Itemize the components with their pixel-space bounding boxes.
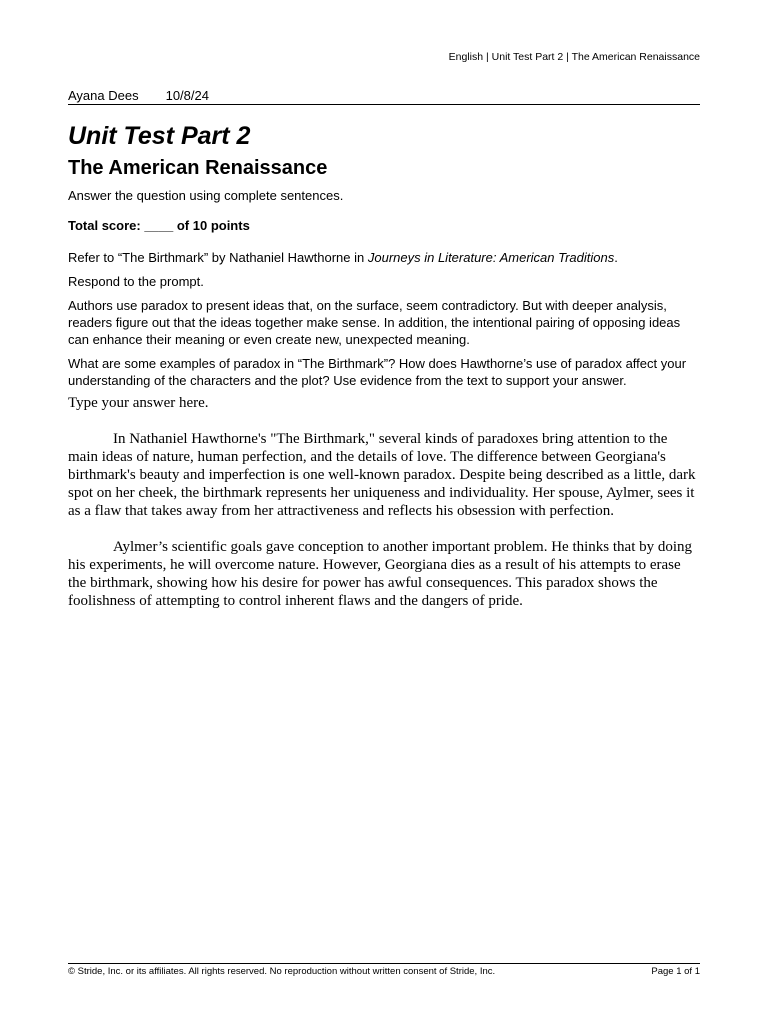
respond-prompt: Respond to the prompt. <box>68 274 204 289</box>
student-name: Ayana Dees <box>68 88 139 103</box>
student-info-line <box>68 88 700 105</box>
page-subtitle: The American Renaissance <box>68 157 328 179</box>
refer-source: Journeys in Literature: American Traditions <box>367 250 615 265</box>
copyright-notice: © Stride, Inc. or its affiliates. All rights reserved. No reproduction without written consent of Stride, Inc. <box>68 966 496 977</box>
refer-prefix: Refer to “The Birthmark” by Nathaniel Hawthorne in <box>68 250 368 265</box>
paradox-intro: Authors use paradox to present ideas that, on the surface, seem contradictory. But with deeper analysis, readers figure out that the ideas together make sense. In addition, the intentional pairing of opposing ideas can enhance their meaning or even create new, unexpected meaning. <box>68 298 681 347</box>
page-title: Unit Test Part 2 <box>68 122 251 150</box>
total-score: Total score: ____ of 10 points <box>68 218 250 233</box>
answer-paragraph-1[interactable]: In Nathaniel Hawthorne's "The Birthmark," several kinds of paradoxes bring attention to the main ideas of nature, human perfection, and the details of love. The difference between Georgiana's birthmark's beauty and imperfection is one well-known paradox. Despite being described as a little, dark spot on her cheek, the birthmark represents her uniqueness and individuality. Her spouse, Aylmer, sees it as a flaw that takes away from her attractiveness and reflects his obsession with perfection. <box>68 431 696 519</box>
submission-date: 10/8/24 <box>165 88 209 103</box>
document-page <box>68 0 700 1024</box>
page-footer <box>68 963 700 977</box>
refer-suffix: . <box>614 250 618 265</box>
document-content <box>68 120 700 610</box>
answer-paragraph-2[interactable]: Aylmer’s scientific goals gave conception to another important problem. He thinks that by doing his experiments, he will overcome nature. However, Georgiana dies as a result of his attempts to erase the birthmark, showing how his desire for power has awful consequences. This paradox shows the foolishness of attempting to control inherent flaws and the dangers of pride. <box>68 539 693 609</box>
question-prompt: What are some examples of paradox in “The Birthmark”? How does Hawthorne’s use of paradox affect your understanding of the characters and the plot? Use evidence from the text to support your answer. <box>68 356 687 388</box>
running-header: English | Unit Test Part 2 | The American Renaissance <box>448 51 700 63</box>
answer-label: Type your answer here. <box>68 395 209 411</box>
refer-text <box>68 249 700 266</box>
instructions: Answer the question using complete sentences. <box>68 188 344 203</box>
page-number: Page 1 of 1 <box>651 966 700 977</box>
